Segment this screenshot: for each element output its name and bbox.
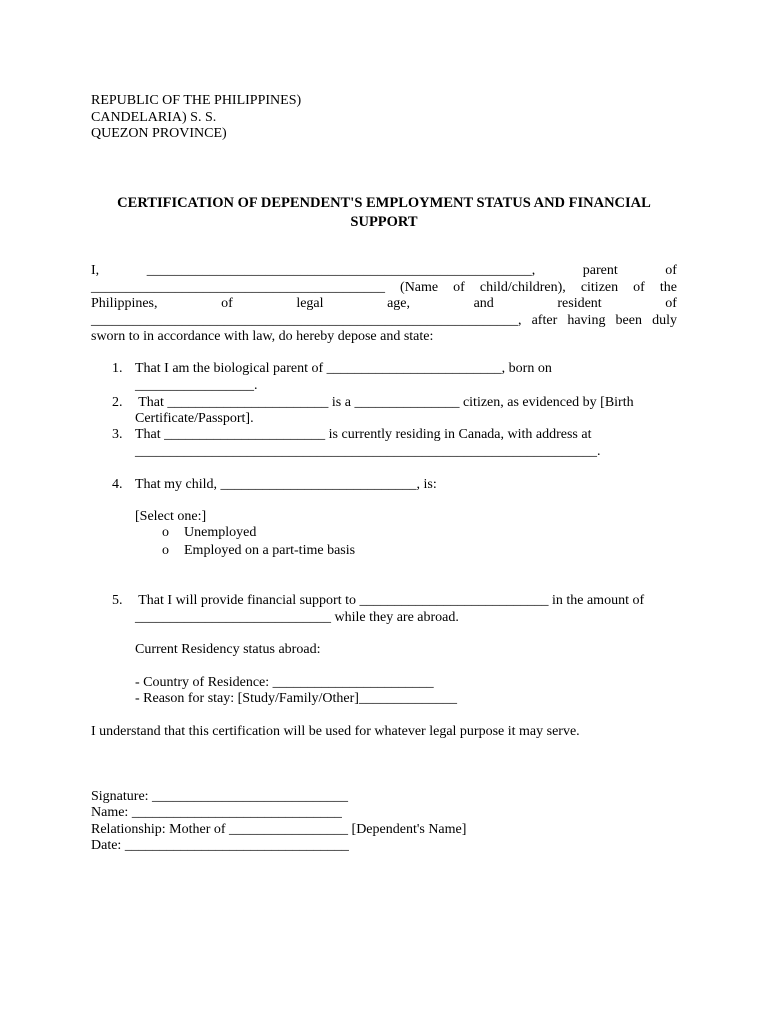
select-one-label: [Select one:] bbox=[135, 509, 207, 524]
name-line: Name: ______________________________ bbox=[91, 805, 342, 820]
item-1-line-2: _________________. bbox=[135, 378, 258, 393]
item-3-line-2: __________________________________________________________________. bbox=[135, 444, 601, 459]
item-number-4: 4. bbox=[112, 477, 123, 492]
option-part-time: Employed on a part-time basis bbox=[184, 543, 356, 558]
item-number-1: 1. bbox=[112, 361, 123, 376]
intro-line-1: I, _______________________________________________________, parent of bbox=[91, 263, 677, 278]
date-line: Date: ________________________________ bbox=[91, 838, 349, 853]
relationship-line: Relationship: Mother of _________________ [Dependent's Name] bbox=[91, 822, 467, 837]
closing-statement: I understand that this certification will be used for whatever legal purpose it may serve. bbox=[91, 724, 580, 739]
residency-status-label: Current Residency status abroad: bbox=[135, 642, 321, 657]
item-number-5: 5. bbox=[112, 593, 123, 608]
country-of-residence: - Country of Residence: _______________________ bbox=[135, 675, 434, 690]
item-4-line: That my child, ____________________________, is: bbox=[135, 477, 437, 492]
item-1-line-1: That I am the biological parent of _________________________, born on bbox=[135, 361, 552, 376]
item-5-line-1: That I will provide financial support to ___________________________ in the amount of bbox=[135, 593, 645, 608]
reason-for-stay: - Reason for stay: [Study/Family/Other]______________ bbox=[135, 691, 457, 706]
venue-municipality: CANDELARIA) S. S. bbox=[91, 110, 217, 125]
intro-line-2: __________________________________________ (Name of child/children), citizen of the bbox=[91, 280, 677, 295]
option-unemployed: Unemployed bbox=[184, 525, 257, 540]
venue-province: QUEZON PROVINCE) bbox=[91, 126, 227, 141]
item-5-line-2: ____________________________ while they are abroad. bbox=[135, 610, 459, 625]
intro-line-3: Philippines, of legal age, and resident of bbox=[91, 296, 677, 311]
item-3-line-1: That _______________________ is currently residing in Canada, with address at bbox=[135, 427, 592, 442]
title-line-2: SUPPORT bbox=[350, 214, 418, 230]
intro-line-5: sworn to in accordance with law, do hereby depose and state: bbox=[91, 329, 434, 344]
venue-republic: REPUBLIC OF THE PHILIPPINES) bbox=[91, 93, 302, 108]
item-number-3: 3. bbox=[112, 427, 123, 442]
item-number-2: 2. bbox=[112, 395, 123, 410]
item-2-line-1: That _______________________ is a _______________ citizen, as evidenced by [Birth bbox=[135, 395, 634, 410]
title-line-1: CERTIFICATION OF DEPENDENT'S EMPLOYMENT STATUS AND FINANCIAL bbox=[117, 195, 651, 211]
signature-line: Signature: ____________________________ bbox=[91, 789, 349, 804]
item-2-line-2: Certificate/Passport]. bbox=[135, 411, 254, 426]
option-bullet-icon: o bbox=[162, 525, 169, 540]
document-title bbox=[91, 194, 677, 232]
intro-line-4: _____________________________________________________________, after having been duly bbox=[91, 313, 677, 328]
option-bullet-icon: o bbox=[162, 543, 169, 558]
